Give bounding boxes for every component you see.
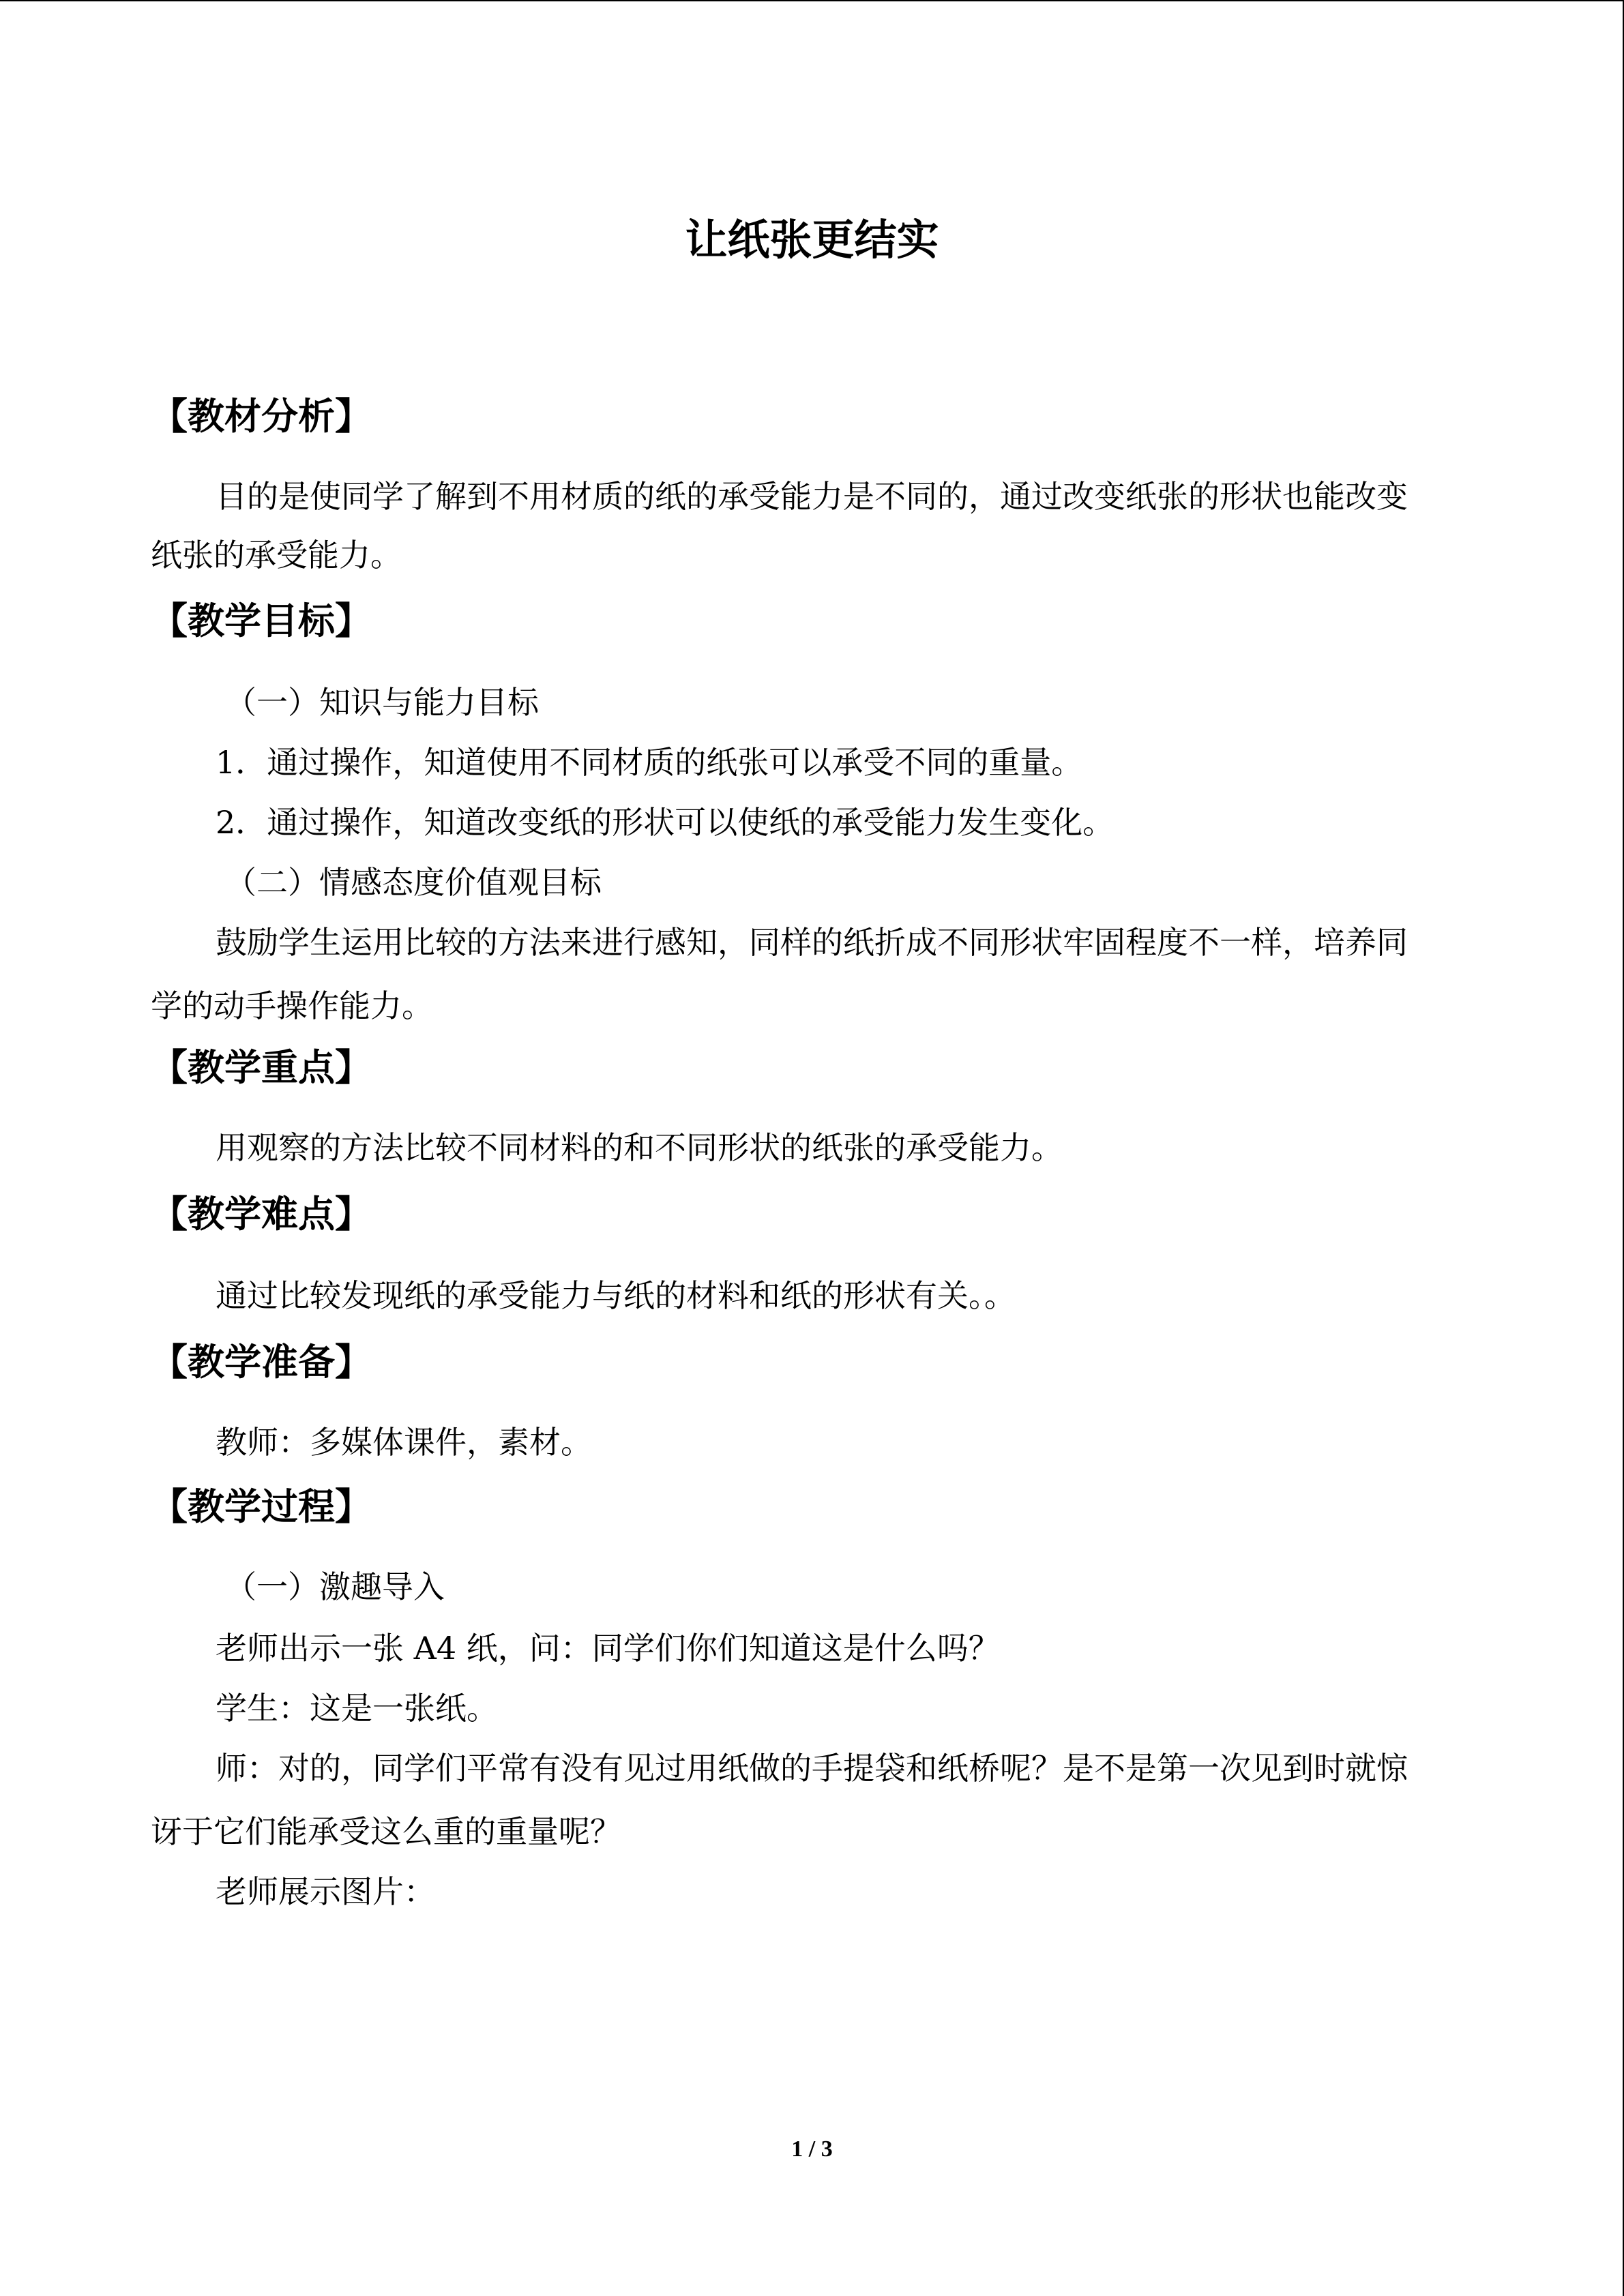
heading-teaching-goals: 【教学目标】 [151, 599, 372, 642]
subheading-emotion-goals: （二）情感态度价值观目标 [225, 864, 602, 901]
heading-preparation: 【教学准备】 [151, 1340, 372, 1384]
heading-material-analysis: 【教材分析】 [151, 394, 372, 438]
heading-difficulties: 【教学难点】 [151, 1192, 372, 1236]
document-title: 让纸张更结实 [685, 215, 939, 265]
heading-teaching-process: 【教学过程】 [151, 1485, 372, 1528]
process-paragraph: 老师出示一张 A4 纸，问：同学们你们知道这是什么吗？ [216, 1630, 1000, 1667]
page-number: 1 / 3 [791, 2136, 833, 2162]
goal-item-2: 2．通过操作，知道改变纸的形状可以使纸的承受能力发生变化。 [216, 804, 1114, 841]
process-paragraph: 老师展示图片： [216, 1873, 435, 1910]
paragraph-line: 讶于它们能承受这么重的重量呢？ [151, 1813, 621, 1850]
paragraph-line: 鼓励学生运用比较的方法来进行感知，同样的纸折成不同形状牢固程度不一样，培养同 [216, 924, 1408, 961]
paragraph-line: 学的动手操作能力。 [151, 987, 433, 1024]
heading-key-points: 【教学重点】 [151, 1045, 372, 1089]
paragraph-line: 师：对的，同学们平常有没有见过用纸做的手提袋和纸桥呢？是不是第一次见到时就惊 [216, 1750, 1408, 1787]
difficulties-text: 通过比较发现纸的承受能力与纸的材料和纸的形状有关。。 [216, 1277, 1016, 1314]
process-paragraph: 学生：这是一张纸。 [216, 1690, 498, 1727]
paragraph-line: 纸张的承受能力。 [151, 537, 402, 573]
paragraph-line: 目的是使同学了解到不用材质的纸的承受能力是不同的，通过改变纸张的形状也能改变 [216, 478, 1408, 515]
subheading-knowledge-goals: （一）知识与能力目标 [225, 684, 539, 721]
key-points-text: 用观察的方法比较不同材料的和不同形状的纸张的承受能力。 [216, 1129, 1063, 1166]
preparation-text: 教师：多媒体课件，素材。 [216, 1424, 592, 1461]
goal-item-1: 1．通过操作，知道使用不同材质的纸张可以承受不同的重量。 [216, 744, 1083, 781]
subheading-introduction: （一）激趣导入 [225, 1568, 445, 1605]
